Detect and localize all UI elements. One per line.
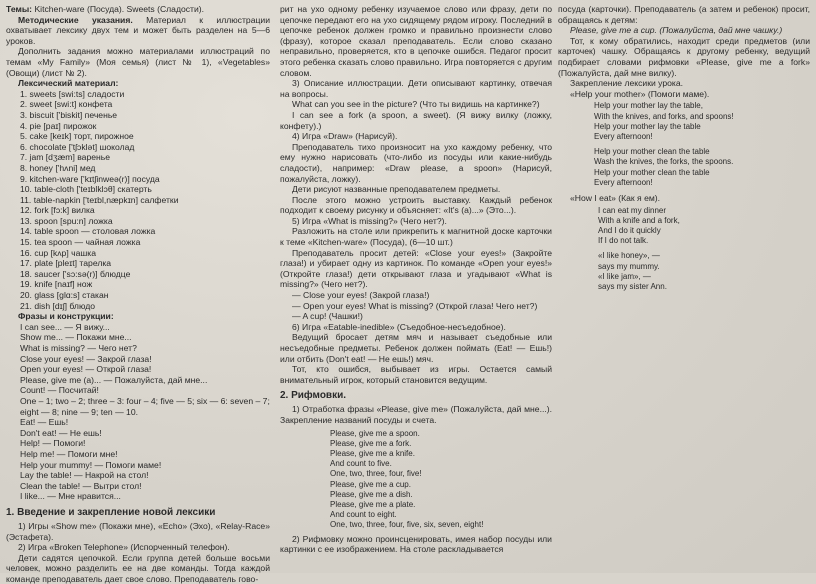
col2-p14: Тот, кто ошибся, выбывает из игры. Остается самый внимательный игрок, который становится ведущим. [280,364,552,385]
col2-p9: 5) Игра «What is missing?» (Чего нет?). [292,215,447,226]
col2-p13: Ведущий бросает детям мяч и называет съедобные или несъедобные предметы. Ребенок должен поймать (Eat! — Ешь!) или отбить (Don't eat! — Не ешь!) мяч. [280,332,552,364]
col2-p16: 2) Рифмовку можно проинсценировать, имея набор посуды или картинки с ее изображением. На столе раскладывается [280,533,552,555]
vocab-item: 21. dish [dɪʃ] блюдо [20,300,95,311]
col3-p2: Please, give me a cup. (Пожалуйста, дай мне чашку.) [570,25,783,36]
col2-p12: 6) Игра «Eatable-inedible» (Съедобное-несъедобное). [292,321,506,332]
phrase-item: What is missing? — Чего нет? [20,343,137,353]
vocab-item: 11. table-napkin ['teɪbl,næpkɪn] салфетки [20,194,179,205]
col2-p11: Преподаватель просит детей: «Close your eyes!» (Закройте глаза!) и убирает одну из картинок. По команде «Open your eyes!» (Откройте глаза!) дети открывают глаза и угадывают «What is missing?» (Чего нет?). [280,247,552,290]
phrase-item: One – 1; two – 2; three – 3: four – 4; five — 5; six — 6: seven – 7; eight — 8; nine — 9; ten — 10. [20,395,270,417]
col3-p3: Тот, к кому обратились, находит среди предметов (или карточек) чашку. Обращаясь к другому ребенку, ведущий подбирает словами рифмовки «Please, give me a fork» (Пожалуйста, дай мне вилку). [558,35,810,78]
rhyme-line: Help your mother lay the table, [594,101,703,111]
vocab-item: 20. glass [glɑ:s] стакан [20,290,109,301]
col3-p4: Закрепление лексики урока. [570,78,684,89]
rhyme-line: With the knives, and forks, and spoons! [594,111,734,121]
vocab-item: 6. chocolate ['tʃɔklət] шоколад [20,141,135,152]
phrase-item: Open your eyes! — Открой глаза! [20,364,152,375]
rhyme-line: says my sister Ann. [598,281,667,291]
vocab-list [6,89,270,311]
rhyme-line: Help your mother lay the table [594,121,701,131]
phrase-item: Close your eyes! — Закрой глаза! [20,353,152,364]
vocab-item: 7. jam [dʒæm] варенье [20,152,111,163]
vocab-item: 15. tea spoon — чайная ложка [20,237,141,248]
vocab-item: 10. table-cloth ['teɪblklɔθ] скатерть [20,184,152,195]
rhyme-line: Every afternoon! [594,177,653,187]
rhyme-line: I can eat my dinner [598,205,667,215]
vocab-item: 19. knife [naɪf] нож [20,279,93,290]
rhyme-line: With a knife and a fork, [598,215,680,225]
vocab-item: 3. biscuit ['biskit] печенье [20,109,118,120]
method-text: Материал к иллюстрации охватывает лексику двух тем и может быть разделен на 5—6 уроков. [6,14,270,46]
col2-p3: What can you see in the picture? (Что ты видишь на картинке?) [292,99,540,110]
section-1-p3: Дети садятся цепочкой. Если группа детей больше восьми человек, можно разделить ее на две команды. Тогда каждой команде преподаватель дает свое слово. Преподаватель гово- [6,552,270,584]
rhyme-line: Please, give me a fork. [330,438,412,448]
phrase-item: Help! — Помоги! [20,438,86,449]
col2-p8: После этого можно устроить выставку. Каждый ребенок подходит к своему рисунку и объясняет: «It's (a)...» (Это...). [280,194,552,216]
dialog-line-3: — A cup! (Чашки!) [292,311,363,322]
rhyme-line: Help your mother clean the table [594,167,710,177]
phrase-item: Eat! — Ешь! [20,417,69,428]
section-1-p1: 1) Игры «Show me» (Покажи мне), «Echo» (Эхо), «Relay-Race» (Эстафета). [6,520,270,542]
rhyme-line: «I like jam», — [598,271,651,281]
vocab-item: 16. cup [kʌp] чашка [20,247,96,258]
rhyme-line: Please, give me a cup. [330,479,411,489]
topics-label: Темы: [6,4,33,14]
vocab-item: 12. fork [fɔ:k] вилка [20,205,95,216]
phrase-item: Clean the table! — Вытри стол! [20,480,142,491]
col2-p2: 3) Описание иллюстрации. Дети описывают картинку, отвечая на вопросы. [280,78,552,99]
vocab-item: 14. table spoon — столовая ложка [20,226,156,237]
vocab-item: 18. saucer ['sɔ:sə(r)] блюдце [20,268,131,279]
col3-p5: «Help your mother» (Помоги маме). [570,88,710,99]
col2-p10: Разложить на столе или прикрепить к магнитной доске карточки к теме «Kitchen-ware» (Посуда), (6—10 шт.) [280,226,552,248]
rhyme-line: If I do not talk. [598,236,649,246]
rhyme-line: Wash the knives, the forks, the spoons. [594,157,734,167]
vocab-heading: Лексический материал: [18,78,119,89]
vocab-item: 9. kitchen-ware ['kɪtʃinweə(r)] посуда [20,173,160,184]
col2-p1: рит на ухо одному ребенку изучаемое слово или фразу, дети по цепочке передают его на ухо сидящему рядом игроку. Последний в цепочке ребенок должен громко и правильно произнести слово (фразу), которое сказал преподаватель. Если слово сказано неправильно, проверяется, кто в цепочке ошибся. Педагог просит этого ребенка сказать слово правильно. Игра повторяется с другим словом. [280,4,552,78]
phrase-item: Count! — Посчитай! [20,385,99,396]
rhyme-line: Every afternoon! [594,131,653,141]
vocab-item: 2. sweet [swi:t] конфета [20,99,113,110]
dialog-line-1: — Close your eyes! (Закрой глаза!) [292,290,430,301]
phrase-item: Help me! — Помоги мне! [20,448,118,459]
topics-text: Kitchen-ware (Посуда). Sweets (Сладости). [34,4,205,14]
col2-p6: Преподаватель тихо произносит на ухо каждому ребенку, что ему нужно нарисовать (что-либо из посуды или какие-нибудь сладости), например: «Draw please, a spoon» (Нарисуй, пожалуйста, ложку). [280,141,552,184]
rhyme-line: And count to five. [330,459,392,469]
vocab-item: 13. spoon [spu:n] ложка [20,215,113,226]
col3-p6: «How I eat» (Как я ем). [570,192,661,203]
vocab-item: 17. plate [pleɪt] тарелка [20,258,112,269]
rhyme-line: One, two, three, four, five! [330,469,422,479]
column-1 [6,4,270,584]
section-2-heading: 2. Рифмовки. [280,390,347,402]
phrases-list [6,322,270,502]
phrase-item: I like... — Мне нравится... [20,491,121,502]
phrase-item: Please, give me (a)... — Пожалуйста, дай мне... [20,374,208,385]
rhyme-line: «I like honey», — [598,251,660,261]
column-2 [280,4,552,555]
phrase-item: I can see... — Я вижу... [20,321,110,332]
vocab-item: 1. sweets [swi:ts] сладости [20,88,125,99]
col2-p15: 1) Отработка фразы «Please, give me» (Пожалуйста, дай мне...). Закрепление названий посуды и счета. [280,404,552,425]
rhyme-help-your-mother-1 [558,101,810,142]
method-paragraph-2: Дополнить задания можно материалами иллюстраций по темам «My Family» (Моя семья) (лист № 1), «Vegetables» (Овощи) (лист № 2). [6,46,270,78]
rhyme-line: Please, give me a plate. [330,499,416,509]
phrases-heading: Фразы и конструкции: [18,311,114,322]
rhyme-line: Please, give me a dish. [330,489,413,499]
section-1-p2: 2) Игра «Broken Telephone» (Испорченный телефон). [18,542,230,553]
rhyme-how-i-eat-2 [558,251,810,292]
rhyme-line: Please, give me a knife. [330,448,415,458]
rhyme-how-i-eat-1 [558,206,810,247]
phrase-item: Help your mummy! — Помоги маме! [20,459,162,470]
topics-line [6,4,270,15]
rhyme-line: Please, give me a spoon. [330,428,420,438]
rhyme-please-give-me [280,429,552,531]
rhyme-line: says my mummy. [598,261,660,271]
rhyme-line: And count to eight. [330,510,397,520]
dialog-line-2: — Open your eyes! What is missing? (Открой глаза! Чего нет?) [292,300,538,311]
method-paragraph [6,15,270,47]
column-3 [558,4,810,292]
col2-p5: 4) Игра «Draw» (Нарисуй). [292,131,398,142]
phrase-item: Lay the table! — Накрой на стол! [20,470,149,481]
rhyme-line: One, two, three, four, five, six, seven, eight! [330,520,484,530]
phrase-item: Show me... — Покажи мне... [20,332,132,343]
rhyme-line: Help your mother clean the table [594,147,710,157]
rhyme-line: And I do it quickly [598,225,661,235]
vocab-item: 8. honey ['hʌni] мед [20,162,96,173]
vocab-item: 4. pie [paɪ] пирожок [20,120,97,131]
col3-p1: посуда (карточки). Преподаватель (а затем и ребенок) просит, обращаясь к детям: [558,4,810,25]
col2-p7: Дети рисуют названные преподавателем предметы. [292,184,501,195]
rhyme-help-your-mother-2 [558,147,810,188]
vocab-item: 5. cake [keɪk] торт, пирожное [20,131,134,142]
phrase-item: Don't eat! — Не ешь! [20,427,102,438]
section-1-heading: 1. Введение и закрепление новой лексики [6,506,216,518]
method-label: Методические указания. [18,14,133,25]
col2-p4: I can see a fork (a spoon, a sweet). (Я вижу вилку (ложку, конфету).) [280,109,552,131]
